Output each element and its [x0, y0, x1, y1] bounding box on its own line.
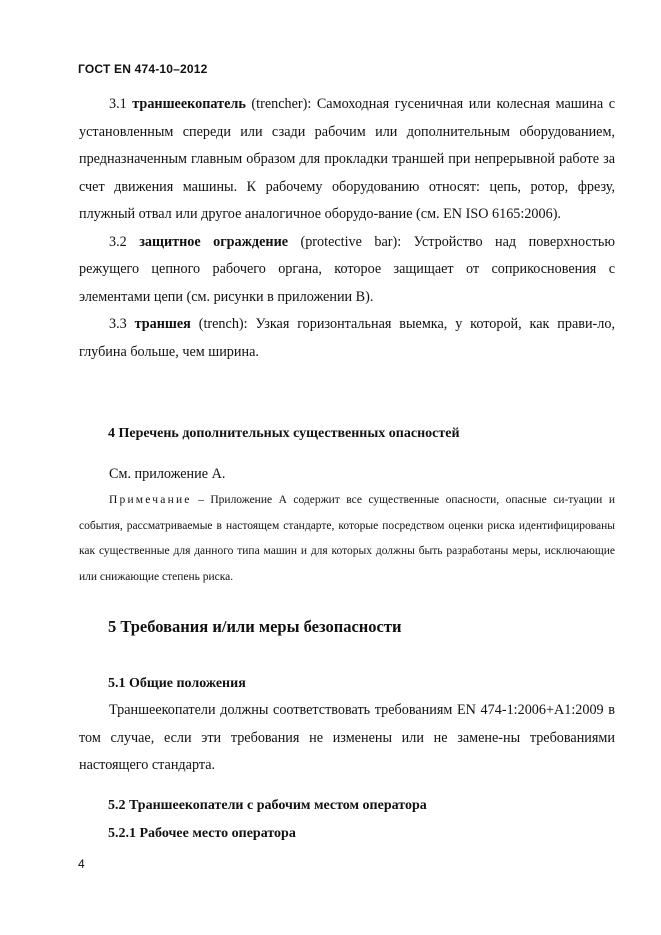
definition-text: (trencher): Самоходная гусеничная или колесная машина с установленным спереди или сзади рабочим или дополнительным оборудованием, предназначенным главным образом для прокладки траншей при непрерывной работе за счет движения машины. К рабочему оборудованию относят: цепь, ротор, фрезу, плужный отвал или другое аналогичное оборудо-вание (см. EN ISO 6165:2006). — [79, 96, 615, 222]
clause-number: 3.2 — [109, 233, 140, 250]
section-5-1-text — [79, 697, 615, 780]
section-4-heading: 4 Перечень дополнительных существенных опасностей — [108, 426, 460, 441]
section-4-note — [79, 488, 615, 590]
section-5-1-paragraph: Траншеекопатели должны соответствовать требованиям EN 474-1:2006+A1:2009 в том случае, если эти требования не изменены или не замене-ны требованиями настоящего стандарта. — [79, 702, 615, 773]
section-5-2-heading: 5.2 Траншеекопатели с рабочим местом оператора — [108, 798, 427, 813]
definition-text: (trench): Узкая горизонтальная выемка, у которой, как прави-ло, глубина больше, чем ширина. — [79, 316, 615, 360]
clause-number: 3.3 — [109, 316, 135, 332]
term: защитное ограждение — [139, 233, 289, 250]
section-3-definitions — [79, 91, 615, 366]
note-text: – Приложение А содержит все существенные опасности, опасные си-туации и события, рассматриваемые в настоящем стандарте, которые посредством оценки риска идентифицированы как существенные для данного типа машин и для которых должны быть разработаны меры, исключающие или снижающие степень риска. — [79, 494, 615, 583]
term: траншея — [134, 316, 191, 332]
document-header: ГОСТ EN 474-10–2012 — [78, 62, 208, 76]
section-5-1-heading: 5.1 Общие положения — [108, 676, 246, 691]
section-4-text — [79, 461, 615, 489]
term: траншеекопатель — [132, 96, 246, 112]
section-5-2-1-heading: 5.2.1 Рабочее место оператора — [108, 826, 296, 841]
definition-3-1 — [79, 91, 615, 229]
clause-number: 3.1 — [109, 96, 133, 112]
definition-text: (protective bar): Устройство над поверхностью режущего цепного рабочего органа, которое защищает от соприкосновения с элементами цепи (см. рисунки в приложении В). — [79, 233, 615, 305]
section-4-paragraph: См. приложение А. — [109, 466, 226, 482]
section-5-heading: 5 Требования и/или меры безопасности — [108, 617, 402, 636]
definition-3-2 — [79, 229, 615, 312]
definition-3-3 — [79, 311, 615, 366]
note-label: Примечание — [109, 494, 192, 506]
page-number: 4 — [78, 857, 85, 871]
